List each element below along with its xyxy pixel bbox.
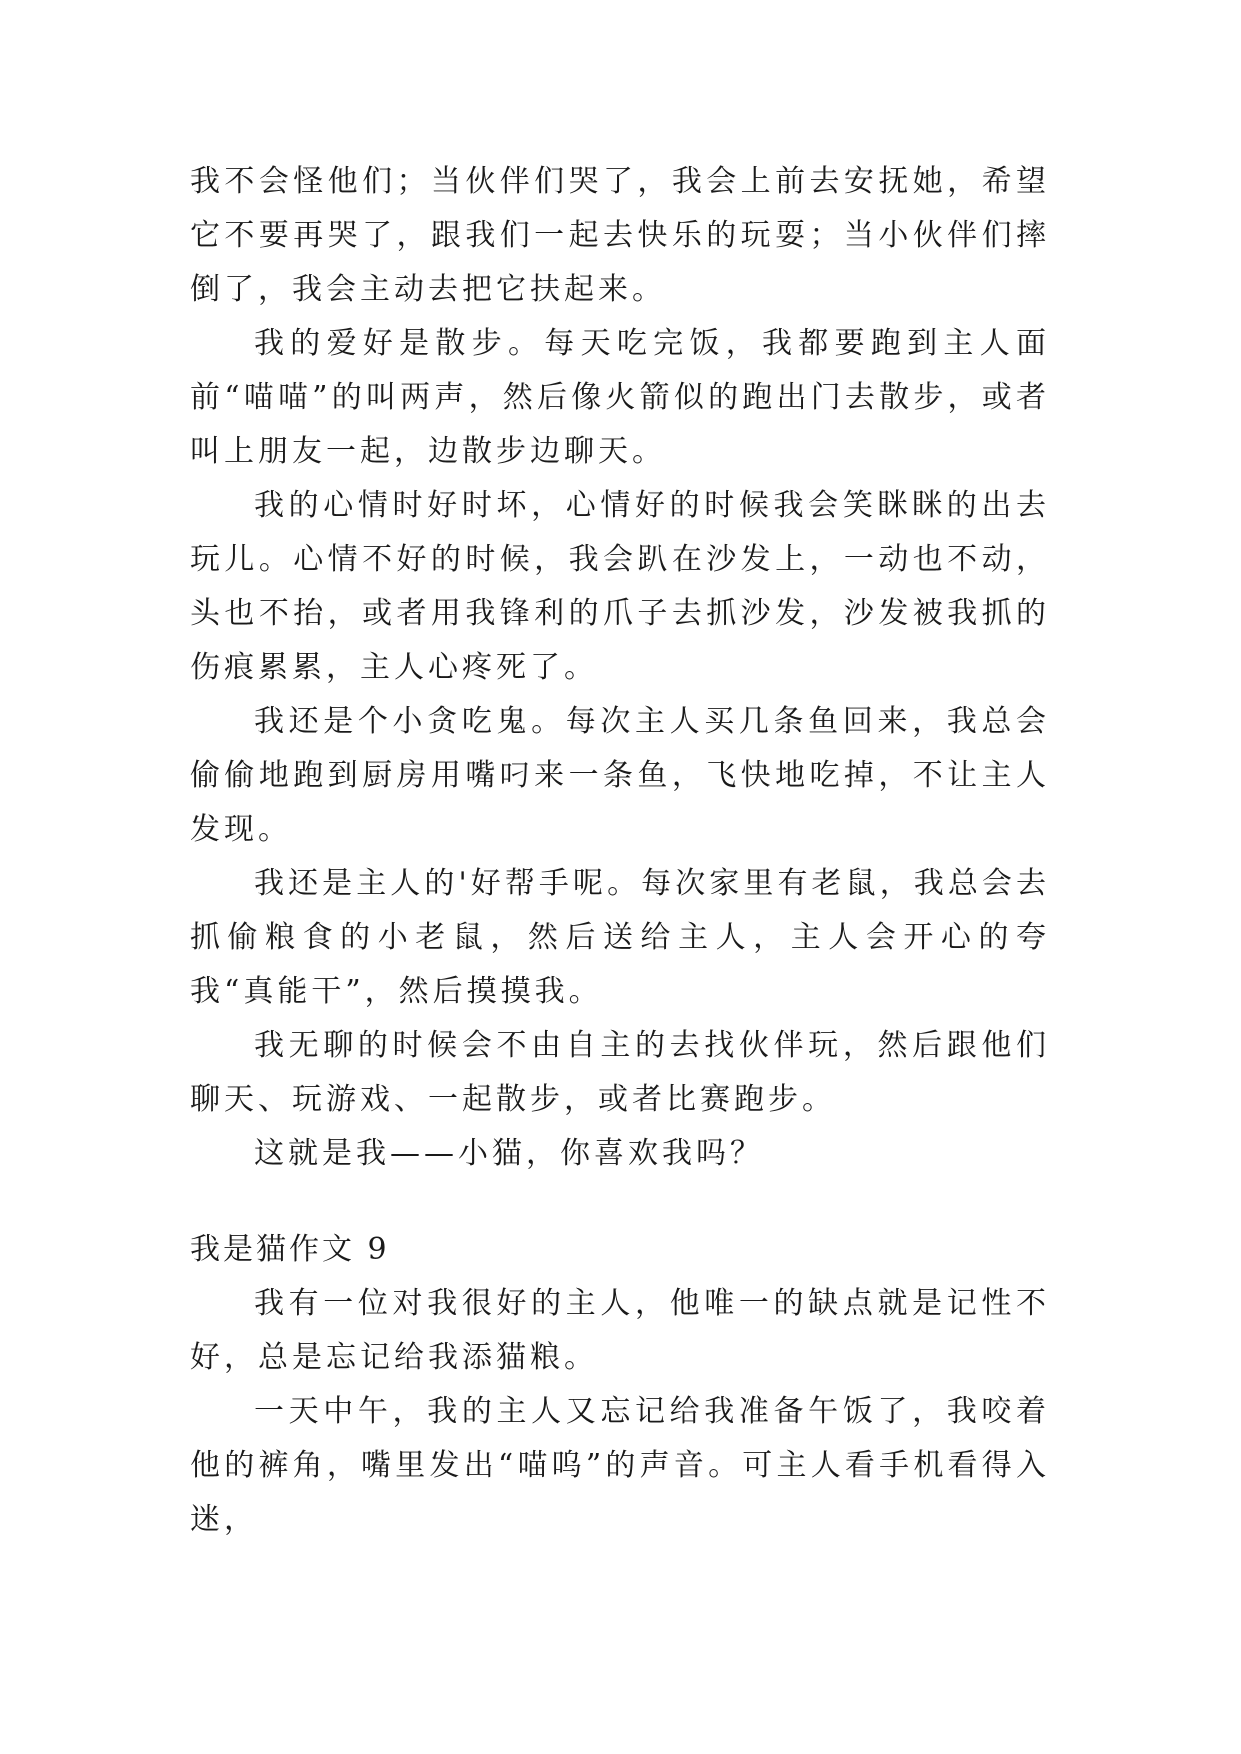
paragraph-7: 这就是我——小猫，你喜欢我吗？ <box>254 1136 764 1171</box>
paragraph-3: 我的心情时好时坏，心情好的时候我会笑眯眯的出去玩儿。心情不好的时候，我会趴在沙发上，一动也不动，头也不抬，或者用我锋利的爪子去抓沙发，沙发被我抓的伤痕累累，主人心疼死了。 <box>190 488 1050 685</box>
paragraph-9: 一天中午，我的主人又忘记给我准备午饭了，我咬着他的裤角，嘴里发出“喵呜”的声音。可主人看手机看得入迷， <box>190 1394 1050 1537</box>
document-page <box>190 155 1050 1547</box>
paragraph-8: 我有一位对我很好的主人，他唯一的缺点就是记性不好，总是忘记给我添猫粮。 <box>190 1286 1050 1375</box>
paragraph-4: 我还是个小贪吃鬼。每次主人买几条鱼回来，我总会偷偷地跑到厨房用嘴叼来一条鱼，飞快地吃掉，不让主人发现。 <box>190 704 1050 847</box>
paragraph-1: 我不会怪他们；当伙伴们哭了，我会上前去安抚她，希望它不要再哭了，跟我们一起去快乐的玩耍；当小伙伴们摔倒了，我会主动去把它扶起来。 <box>190 164 1050 307</box>
paragraph-5: 我还是主人的'好帮手呢。每次家里有老鼠，我总会去抓偷粮食的小老鼠，然后送给主人，主人会开心的夸我“真能干”，然后摸摸我。 <box>190 866 1050 1009</box>
paragraph-6: 我无聊的时候会不由自主的去找伙伴玩，然后跟他们聊天、玩游戏、一起散步，或者比赛跑步。 <box>190 1028 1050 1117</box>
paragraph-2: 我的爱好是散步。每天吃完饭，我都要跑到主人面前“喵喵”的叫两声，然后像火箭似的跑出门去散步，或者叫上朋友一起，边散步边聊天。 <box>190 326 1050 469</box>
section-title: 我是猫作文 9 <box>190 1232 390 1267</box>
